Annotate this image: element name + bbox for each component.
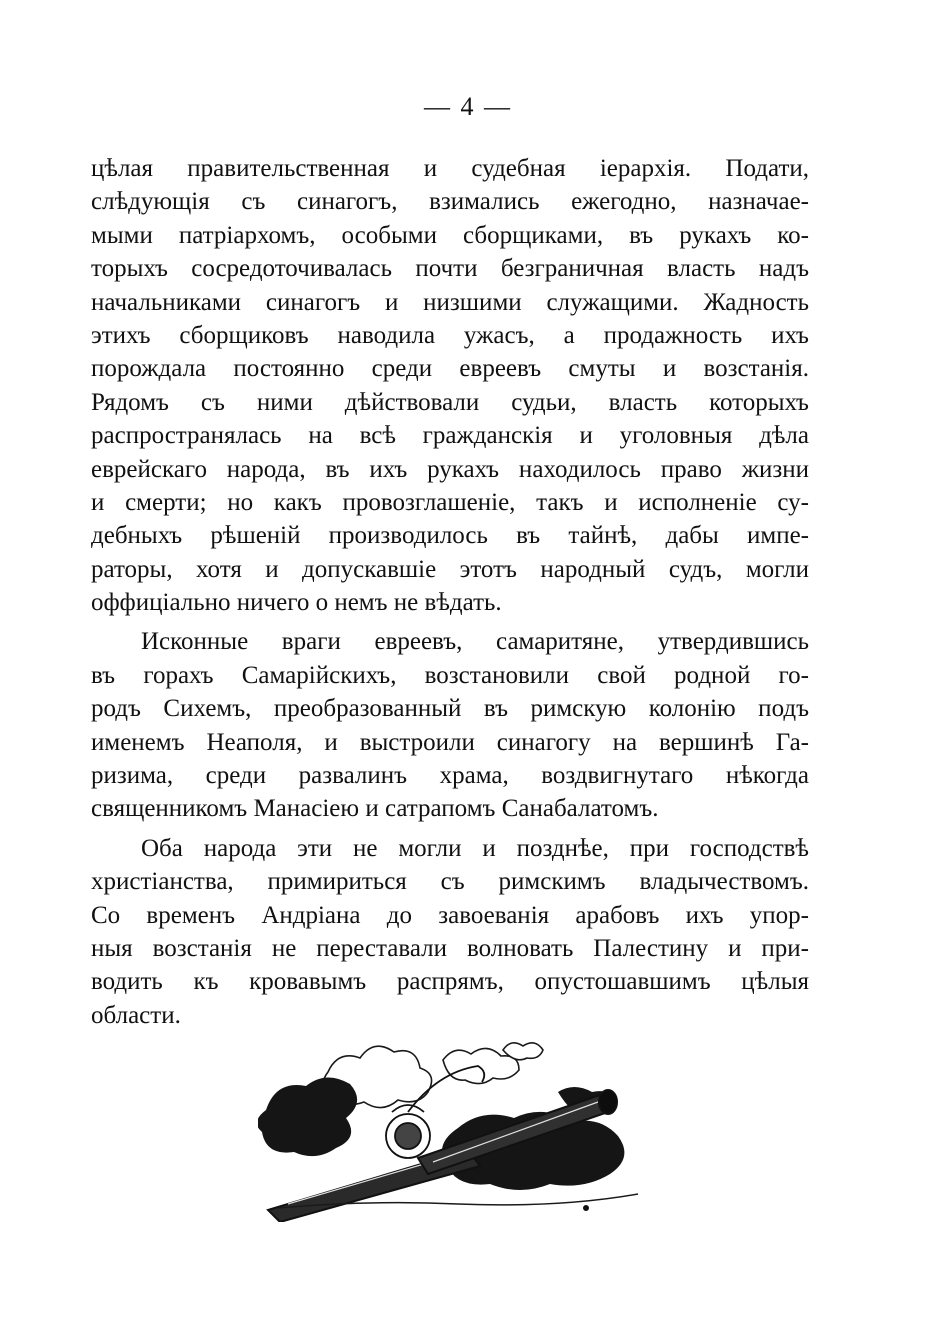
text-line: этихъ сборщиковъ наводила ужасъ, а продажность ихъ — [91, 321, 809, 349]
text-line: водить къ кровавымъ распрямъ, опустошавшимъ цѣлыя — [91, 968, 809, 996]
text-line: слѣдующія съ синагогъ, взимались ежегодно, назначае- — [91, 188, 809, 216]
text-line: цѣлая правительственная и судебная іерархія. Подати, — [91, 155, 809, 182]
paragraph — [91, 832, 809, 1032]
text-line: и смерти; но какъ провозглашеніе, такъ и исполненіе су- — [91, 488, 809, 516]
text-line: именемъ Неаполя, и выстроили синагогу на вершинѣ Га- — [91, 728, 809, 756]
text-line: Оба народа эти не могли и позднѣе, при господствѣ — [141, 834, 809, 862]
text-line: начальниками синагогъ и низшими служащими. Жадность — [91, 288, 809, 316]
text-line: дебныхъ рѣшеній производилось въ тайнѣ, дабы импе- — [91, 522, 809, 550]
text-line: области. — [91, 1001, 181, 1029]
paragraph — [91, 625, 809, 825]
cannon-smoke-vignette-icon — [258, 1032, 658, 1222]
page-number: — 4 — — [424, 92, 512, 121]
text-line: христіанства, примириться съ римскимъ владычествомъ. — [91, 868, 809, 896]
text-line: родъ Сихемъ, преобразованный въ римскую колонію подъ — [91, 695, 809, 723]
text-line: мыми патріархомъ, особыми сборщиками, въ рукахъ ко- — [91, 221, 809, 249]
text-line: торыхъ сосредоточивалась почти безграничная власть надъ — [91, 255, 809, 283]
text-line: ризима, среди развалинъ храма, воздвигнутаго нѣкогда — [91, 762, 809, 790]
body-text — [91, 152, 809, 1032]
text-line: Рядомъ съ ними дѣйствовали судьи, власть которыхъ — [91, 388, 809, 416]
text-line: Со временъ Андріана до завоеванія арабовъ ихъ упор- — [91, 901, 809, 929]
text-line: Исконные враги евреевъ, самаритяне, утвердившись — [141, 628, 809, 656]
text-line: священникомъ Манасіею и сатрапомъ Санабалатомъ. — [91, 795, 659, 823]
text-line: распространялась на всѣ гражданскія и уголовныя дѣла — [91, 422, 809, 450]
text-line: ныя возстанія не переставали волновать Палестину и при- — [91, 934, 809, 962]
text-line: оффиціально ничего о немъ не вѣдать. — [91, 589, 502, 617]
paragraph — [91, 152, 809, 619]
text-line: порождала постоянно среди евреевъ смуты и возстанія. — [91, 355, 809, 383]
text-line: еврейскаго народа, въ ихъ рукахъ находилось право жизни — [91, 455, 809, 483]
text-line: въ горахъ Самарійскихъ, возстановили свой родной го- — [91, 661, 809, 689]
text-line: раторы, хотя и допускавшіе этотъ народный судъ, могли — [91, 555, 809, 583]
